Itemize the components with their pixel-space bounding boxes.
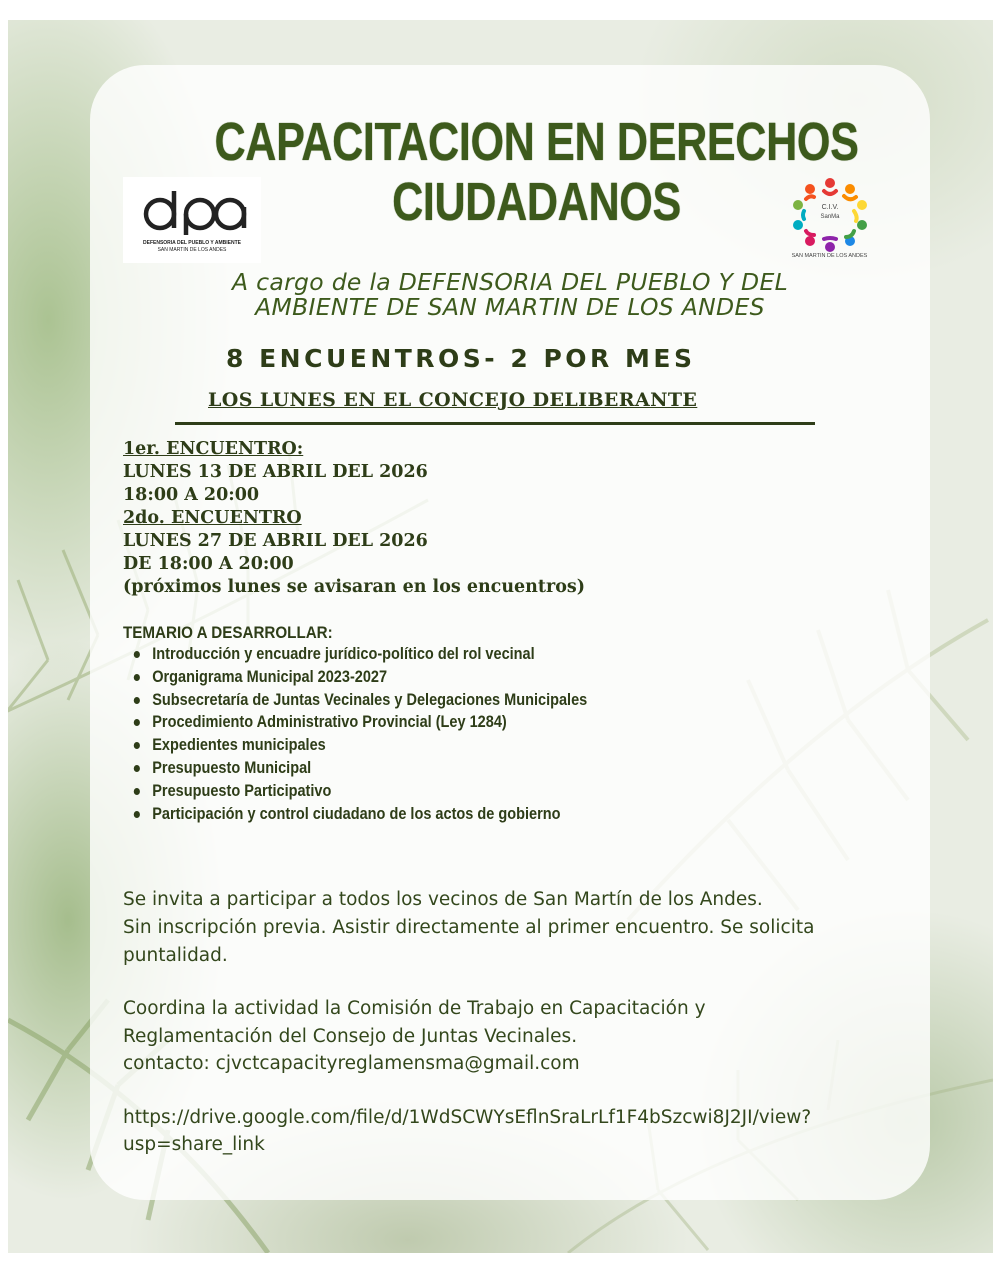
civ-logo-caption: SAN MARTIN DE LOS ANDES bbox=[791, 253, 868, 259]
list-item bbox=[132, 803, 587, 826]
bullet-icon bbox=[134, 811, 140, 818]
list-item bbox=[132, 643, 587, 666]
list-item-text: Subsecretaría de Juntas Vecinales y Delegaciones Municipales bbox=[152, 690, 588, 709]
bullet-icon bbox=[134, 674, 140, 681]
drive-link-continued[interactable]: usp=share_link bbox=[123, 1134, 265, 1155]
first-encounter-label: 1er. ENCUENTRO: bbox=[123, 439, 304, 459]
coordination-line-2: Reglamentación del Consejo de Juntas Vecinales. bbox=[123, 1026, 578, 1047]
list-item-text: Participación y control ciudadano de los actos de gobierno bbox=[152, 804, 561, 823]
list-item bbox=[132, 734, 587, 757]
dpa-mark-icon bbox=[123, 177, 261, 239]
civ-sanma-logo bbox=[790, 175, 870, 255]
list-item-text: Organigrama Municipal 2023-2027 bbox=[152, 667, 388, 686]
list-item-text: Presupuesto Participativo bbox=[152, 781, 332, 800]
second-encounter-time: DE 18:00 A 20:00 bbox=[123, 554, 294, 574]
title-line-2: CIUDADANOS bbox=[392, 172, 681, 232]
subtitle-line-2: AMBIENTE DE SAN MARTIN DE LOS ANDES bbox=[255, 293, 765, 321]
title-line-1: CAPACITACION EN DERECHOS bbox=[214, 112, 859, 172]
list-item bbox=[132, 757, 587, 780]
bullet-icon bbox=[134, 742, 140, 749]
defensoria-logo bbox=[123, 177, 261, 263]
list-item-text: Procedimiento Administrativo Provincial (Ley 1284) bbox=[152, 713, 507, 732]
first-encounter-date: LUNES 13 DE ABRIL DEL 2026 bbox=[123, 462, 428, 482]
first-encounter-time: 18:00 A 20:00 bbox=[123, 485, 260, 505]
invitation-line-3: puntalidad. bbox=[123, 945, 228, 966]
second-encounter-label: 2do. ENCUENTRO bbox=[123, 508, 302, 528]
second-encounter-date: LUNES 27 DE ABRIL DEL 2026 bbox=[123, 531, 428, 551]
coordination-line-1: Coordina la actividad la Comisión de Trabajo en Capacitación y bbox=[123, 998, 706, 1019]
bullet-icon bbox=[134, 719, 140, 726]
invitation-line-2: Sin inscripción previa. Asistir directamente al primer encuentro. Se solicita bbox=[123, 917, 815, 938]
schedule-note: (próximos lunes se avisaran en los encuentros) bbox=[123, 577, 586, 597]
list-item-text: Introducción y encuadre jurídico-político del rol vecinal bbox=[152, 645, 535, 663]
drive-link[interactable]: https://drive.google.com/file/d/1WdSCWYsEflnSraLrLf1F4bSzcwi8J2JI/view? bbox=[123, 1107, 812, 1128]
divider bbox=[175, 422, 815, 425]
list-item-text: Expedientes municipales bbox=[152, 736, 326, 755]
civ-logo-text: C.I.V. bbox=[821, 204, 839, 211]
list-item bbox=[132, 780, 587, 803]
venue-heading: LOS LUNES EN EL CONCEJO DELIBERANTE bbox=[208, 389, 698, 411]
list-item bbox=[132, 689, 587, 712]
bullet-icon bbox=[134, 697, 140, 704]
encuentros-heading: 8 ENCUENTROS- 2 POR MES bbox=[226, 344, 696, 373]
defensoria-logo-subtext: SAN MARTIN DE LOS ANDES bbox=[157, 247, 227, 253]
list-item-text: Presupuesto Municipal bbox=[152, 758, 312, 777]
subtitle-line-1: A cargo de la DEFENSORIA DEL PUEBLO Y DEL bbox=[232, 268, 788, 296]
temario-title: TEMARIO A DESARROLLAR: bbox=[123, 624, 333, 642]
list-item bbox=[132, 666, 587, 689]
bullet-icon bbox=[134, 788, 140, 795]
defensoria-logo-text: DEFENSORIA DEL PUEBLO Y AMBIENTE bbox=[143, 240, 241, 246]
invitation-line-1: Se invita a participar a todos los vecinos de San Martín de los Andes. bbox=[123, 889, 763, 910]
civ-logo-subtext: SanMa bbox=[820, 214, 840, 220]
temario-list bbox=[132, 643, 649, 825]
bullet-icon bbox=[134, 765, 140, 772]
list-item bbox=[132, 711, 587, 734]
bullet-icon bbox=[134, 651, 140, 658]
contact-email[interactable]: contacto: cjvctcapacityreglamensma@gmail.com bbox=[123, 1053, 580, 1074]
